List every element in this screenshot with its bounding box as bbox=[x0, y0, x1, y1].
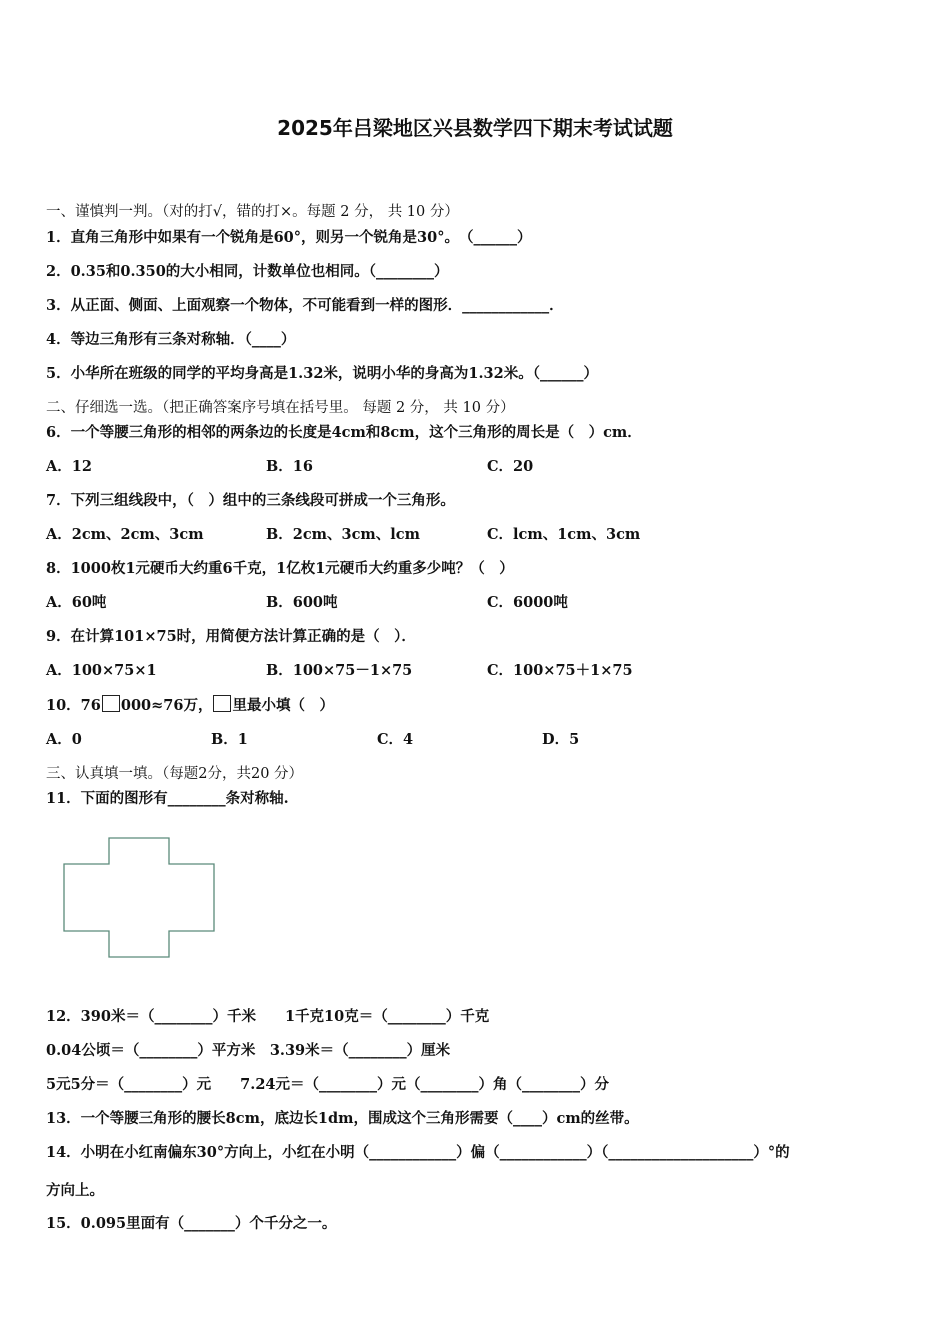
option-c: C．lcm、1cm、3cm bbox=[487, 526, 641, 543]
question-10 bbox=[46, 695, 334, 716]
question-14-line-2: 方向上。 bbox=[46, 1182, 104, 1199]
question-12-line-1: 12．390米＝（________）千米 1千克10克＝（________）千克 bbox=[46, 1008, 490, 1025]
option-c: C．100×75＋1×75 bbox=[487, 662, 633, 679]
question-11: 11．下面的图形有________条对称轴. bbox=[46, 790, 289, 807]
section-2-heading: 二、仔细选一选。（把正确答案序号填在括号里。 每题 2 分， 共 10 分） bbox=[46, 400, 515, 416]
option-c: C．4 bbox=[377, 731, 414, 748]
option-c: C．20 bbox=[487, 458, 534, 475]
blank-box-icon bbox=[102, 695, 120, 712]
option-b: B．1 bbox=[211, 731, 248, 748]
question-10-stem-a: 10．76 bbox=[46, 697, 101, 714]
question-4: 4．等边三角形有三条对称轴．（____） bbox=[46, 331, 296, 348]
blank-box-icon bbox=[213, 695, 231, 712]
option-c: C．6000吨 bbox=[487, 594, 568, 611]
question-2: 2．0.35和0.350的大小相同，计数单位也相同。（________） bbox=[46, 263, 449, 280]
option-a: A．2cm、2cm、3cm bbox=[46, 526, 204, 543]
question-1: 1．直角三角形中如果有一个锐角是60°，则另一个锐角是30°。 （______） bbox=[46, 229, 532, 246]
question-12-line-2: 0.04公顷＝（________）平方米 3.39米＝（________）厘米 bbox=[46, 1042, 451, 1059]
option-a: A．100×75×1 bbox=[46, 662, 157, 679]
question-15: 15．0.095里面有（_______）个千分之一。 bbox=[46, 1215, 337, 1232]
option-a: A．0 bbox=[46, 731, 82, 748]
option-d: D．5 bbox=[542, 731, 580, 748]
question-10-stem-c: 里最小填（ ） bbox=[232, 697, 334, 714]
question-8: 8．1000枚1元硬币大约重6千克，1亿枚1元硬币大约重多少吨？（ ） bbox=[46, 560, 514, 577]
question-9: 9．在计算101×75时，用简便方法计算正确的是（ ）． bbox=[46, 628, 416, 645]
question-5: 5．小华所在班级的同学的平均身高是1.32米，说明小华的身高为1.32米。（______） bbox=[46, 365, 598, 382]
question-3: 3．从正面、侧面、上面观察一个物体，不可能看到一样的图形．____________． bbox=[46, 297, 564, 314]
question-10-stem-b: 000≈76万， bbox=[120, 697, 213, 714]
cross-shape-figure bbox=[60, 833, 220, 963]
option-b: B．2cm、3cm、lcm bbox=[266, 526, 420, 543]
option-b: B．100×75－1×75 bbox=[266, 662, 413, 679]
question-7: 7．下列三组线段中，（ ）组中的三条线段可拼成一个三角形。 bbox=[46, 492, 455, 509]
option-a: A．60吨 bbox=[46, 594, 107, 611]
section-1-heading: 一、谨慎判一判。（对的打√，错的打×。每题 2 分， 共 10 分） bbox=[46, 204, 459, 220]
option-b: B．600吨 bbox=[266, 594, 338, 611]
question-14-line-1: 14．小明在小红南偏东30°方向上，小红在小明（____________）偏（____________）（____________________）°的 bbox=[46, 1144, 790, 1161]
option-b: B．16 bbox=[266, 458, 313, 475]
question-12-line-3: 5元5分＝（________）元 7.24元＝（________）元（________）角（________）分 bbox=[46, 1076, 609, 1093]
page-title: 2025年吕梁地区兴县数学四下期末考试试题 bbox=[277, 116, 673, 140]
option-a: A．12 bbox=[46, 458, 92, 475]
question-6: 6．一个等腰三角形的相邻的两条边的长度是4cm和8cm，这个三角形的周长是（ ）cm． bbox=[46, 424, 642, 441]
section-3-heading: 三、认真填一填。（每题2分，共20 分） bbox=[46, 766, 304, 782]
question-13: 13．一个等腰三角形的腰长8cm，底边长1dm，围成这个三角形需要（____）cm的丝带。 bbox=[46, 1110, 639, 1127]
